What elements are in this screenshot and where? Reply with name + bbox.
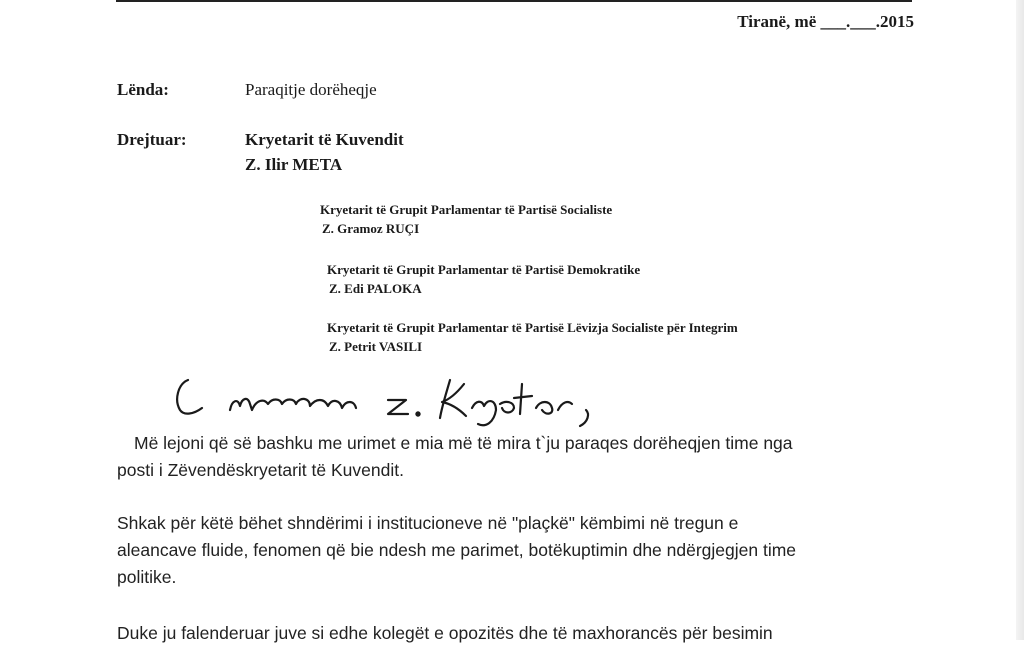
paragraph-line: Duke ju falenderuar juve si edhe kolegët e opozitës dhe të maxhorancës për besimin (117, 623, 773, 643)
page-edge-shadow (1016, 0, 1024, 640)
recipient-block (327, 318, 738, 356)
paragraph-line: posti i Zëvendëskryetarit të Kuvendit. (117, 460, 404, 480)
paragraph-line: Shkak për këtë bëhet shndërimi i institucioneve në "plaçkë" këmbimi në tregun e (117, 513, 739, 533)
recipient-title: Kryetarit të Grupit Parlamentar të Partisë Demokratike (327, 262, 641, 277)
recipient-name: Z. Petrit VASILI (329, 339, 423, 354)
addressee-title: Kryetarit të Kuvendit (245, 130, 404, 149)
recipient-block (320, 200, 612, 238)
recipient-name: Z. Gramoz RUÇI (322, 221, 420, 236)
recipient-title: Kryetarit të Grupit Parlamentar të Partisë Lëvizja Socialiste për Integrim (327, 320, 738, 335)
paragraph-1 (117, 430, 917, 484)
handwritten-salutation (160, 370, 630, 430)
place-date: Tiranë, më ___.___.2015 (737, 12, 914, 31)
paragraph-line: Më lejoni që së bashku me urimet e mia më të mira t`ju paraqes dorëheqjen time nga (134, 433, 793, 453)
paragraph-line: politike. (117, 567, 177, 587)
paragraph-line: aleancave fluide, fenomen që bie ndesh me parimet, botëkuptimin dhe ndërgjegjen time (117, 540, 797, 560)
paragraph-2 (117, 510, 917, 591)
addressee-name: Z. Ilir META (245, 155, 343, 174)
addressee-label: Drejtuar: (117, 130, 187, 149)
recipient-title: Kryetarit të Grupit Parlamentar të Partisë Socialiste (320, 202, 613, 217)
paragraph-3 (117, 620, 917, 647)
subject-value: Paraqitje dorëheqje (245, 80, 377, 99)
recipient-name: Z. Edi PALOKA (329, 281, 422, 296)
top-rule (116, 0, 912, 2)
subject-label: Lënda: (117, 80, 169, 99)
recipient-block (327, 260, 640, 298)
